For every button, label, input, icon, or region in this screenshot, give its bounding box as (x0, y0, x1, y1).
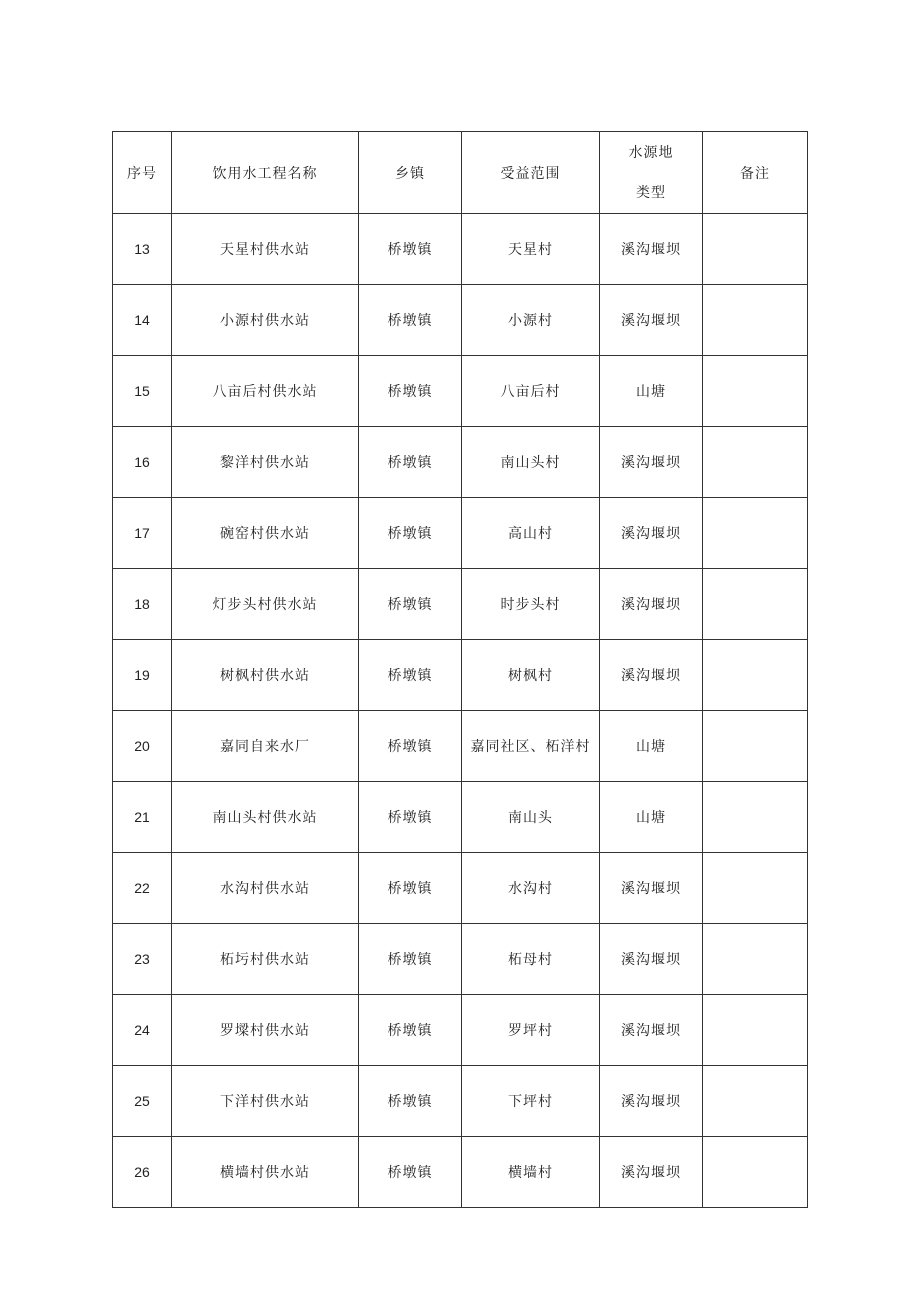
cell-service-area: 罗坪村 (462, 995, 600, 1066)
table-body (113, 214, 808, 1208)
cell-index: 14 (113, 285, 172, 356)
header-row (113, 132, 808, 214)
cell-index: 17 (113, 498, 172, 569)
table-row (113, 569, 808, 640)
cell-service-area: 小源村 (462, 285, 600, 356)
cell-index: 18 (113, 569, 172, 640)
header-town: 乡镇 (359, 132, 462, 214)
table-row (113, 356, 808, 427)
cell-service-area: 嘉同社区、柘洋村 (462, 711, 600, 782)
cell-service-area: 树枫村 (462, 640, 600, 711)
cell-index: 21 (113, 782, 172, 853)
cell-town: 桥墩镇 (359, 498, 462, 569)
cell-source-type: 溪沟堰坝 (600, 1066, 703, 1137)
cell-remarks (703, 711, 808, 782)
cell-index: 25 (113, 1066, 172, 1137)
cell-town: 桥墩镇 (359, 853, 462, 924)
cell-town: 桥墩镇 (359, 1066, 462, 1137)
cell-index: 16 (113, 427, 172, 498)
table-row (113, 427, 808, 498)
cell-town: 桥墩镇 (359, 995, 462, 1066)
cell-index: 15 (113, 356, 172, 427)
cell-index: 19 (113, 640, 172, 711)
cell-index: 23 (113, 924, 172, 995)
cell-project-name: 柘圬村供水站 (172, 924, 359, 995)
cell-remarks (703, 214, 808, 285)
cell-town: 桥墩镇 (359, 569, 462, 640)
header-source-type-line1: 水源地 (628, 144, 674, 161)
cell-town: 桥墩镇 (359, 356, 462, 427)
cell-index: 13 (113, 214, 172, 285)
cell-town: 桥墩镇 (359, 640, 462, 711)
table-row (113, 1137, 808, 1208)
cell-remarks (703, 356, 808, 427)
cell-source-type: 溪沟堰坝 (600, 569, 703, 640)
cell-service-area: 南山头村 (462, 427, 600, 498)
cell-service-area: 横墙村 (462, 1137, 600, 1208)
header-service-area: 受益范围 (462, 132, 600, 214)
cell-source-type: 溪沟堰坝 (600, 427, 703, 498)
cell-remarks (703, 640, 808, 711)
header-project-name: 饮用水工程名称 (172, 132, 359, 214)
cell-source-type: 山塘 (600, 782, 703, 853)
header-index: 序号 (113, 132, 172, 214)
cell-source-type: 溪沟堰坝 (600, 640, 703, 711)
table-row (113, 640, 808, 711)
cell-source-type: 溪沟堰坝 (600, 995, 703, 1066)
cell-index: 22 (113, 853, 172, 924)
cell-remarks (703, 853, 808, 924)
cell-index: 20 (113, 711, 172, 782)
cell-remarks (703, 782, 808, 853)
cell-source-type: 山塘 (600, 356, 703, 427)
cell-service-area: 南山头 (462, 782, 600, 853)
cell-index: 26 (113, 1137, 172, 1208)
cell-index: 24 (113, 995, 172, 1066)
cell-service-area: 水沟村 (462, 853, 600, 924)
cell-project-name: 嘉同自来水厂 (172, 711, 359, 782)
cell-project-name: 水沟村供水站 (172, 853, 359, 924)
table-row (113, 924, 808, 995)
table-row (113, 1066, 808, 1137)
cell-project-name: 八亩后村供水站 (172, 356, 359, 427)
cell-source-type: 溪沟堰坝 (600, 924, 703, 995)
cell-project-name: 碗窑村供水站 (172, 498, 359, 569)
cell-source-type: 溪沟堰坝 (600, 285, 703, 356)
cell-town: 桥墩镇 (359, 285, 462, 356)
cell-source-type: 溪沟堰坝 (600, 214, 703, 285)
cell-service-area: 高山村 (462, 498, 600, 569)
cell-source-type: 溪沟堰坝 (600, 498, 703, 569)
table-row (113, 498, 808, 569)
cell-remarks (703, 924, 808, 995)
cell-source-type: 山塘 (600, 711, 703, 782)
cell-remarks (703, 1137, 808, 1208)
cell-source-type: 溪沟堰坝 (600, 853, 703, 924)
table-header (113, 132, 808, 214)
cell-project-name: 灯步头村供水站 (172, 569, 359, 640)
cell-remarks (703, 569, 808, 640)
table-row (113, 214, 808, 285)
table-row (113, 711, 808, 782)
cell-project-name: 南山头村供水站 (172, 782, 359, 853)
cell-project-name: 下洋村供水站 (172, 1066, 359, 1137)
header-source-type (600, 132, 703, 214)
table-row (113, 853, 808, 924)
cell-service-area: 八亩后村 (462, 356, 600, 427)
cell-service-area: 时步头村 (462, 569, 600, 640)
cell-town: 桥墩镇 (359, 427, 462, 498)
cell-project-name: 黎洋村供水站 (172, 427, 359, 498)
cell-project-name: 天星村供水站 (172, 214, 359, 285)
cell-town: 桥墩镇 (359, 214, 462, 285)
cell-project-name: 罗墚村供水站 (172, 995, 359, 1066)
cell-service-area: 下坪村 (462, 1066, 600, 1137)
cell-project-name: 横墙村供水站 (172, 1137, 359, 1208)
table-row (113, 782, 808, 853)
cell-town: 桥墩镇 (359, 924, 462, 995)
cell-service-area: 柘母村 (462, 924, 600, 995)
cell-project-name: 小源村供水站 (172, 285, 359, 356)
table-row (113, 285, 808, 356)
table-row (113, 995, 808, 1066)
cell-remarks (703, 498, 808, 569)
header-source-type-line2: 类型 (636, 184, 666, 201)
cell-town: 桥墩镇 (359, 1137, 462, 1208)
cell-remarks (703, 1066, 808, 1137)
header-source-type-wrap (600, 143, 702, 203)
cell-town: 桥墩镇 (359, 711, 462, 782)
header-remarks: 备注 (703, 132, 808, 214)
cell-remarks (703, 995, 808, 1066)
cell-project-name: 树枫村供水站 (172, 640, 359, 711)
cell-source-type: 溪沟堰坝 (600, 1137, 703, 1208)
cell-remarks (703, 285, 808, 356)
cell-service-area: 天星村 (462, 214, 600, 285)
water-project-table (112, 131, 808, 1208)
cell-town: 桥墩镇 (359, 782, 462, 853)
cell-remarks (703, 427, 808, 498)
